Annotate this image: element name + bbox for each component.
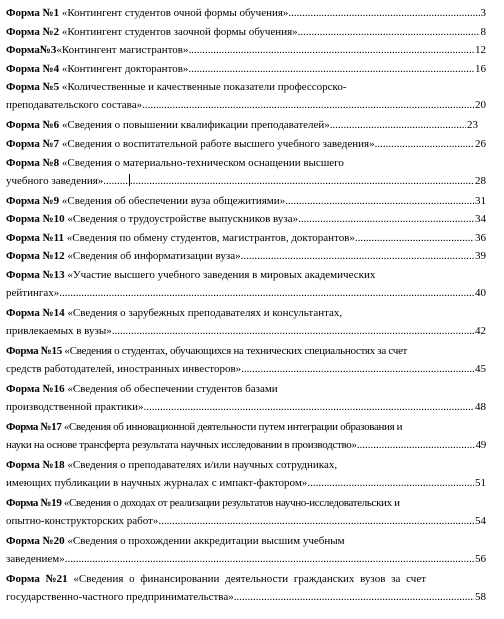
toc-leader <box>298 210 474 228</box>
toc-form-label: Форма №2 <box>6 25 60 38</box>
toc-form-label: Форма №8 <box>6 156 60 169</box>
toc-title: «Сведения о зарубежных преподавателях и консультантах, <box>67 306 343 319</box>
toc-page-number: 49 <box>475 438 486 451</box>
toc-page-number: 48 <box>475 400 486 413</box>
toc-page-number: 56 <box>475 552 486 565</box>
toc-entry[interactable] <box>6 380 486 418</box>
toc-form-label: Форма №19 <box>6 496 62 509</box>
toc-page-number: 45 <box>475 362 486 375</box>
toc-page-number: 42 <box>475 324 486 337</box>
toc-entry[interactable] <box>6 210 486 229</box>
toc-page-number: 23 <box>467 119 478 132</box>
toc-leader <box>241 247 474 265</box>
toc-title-cont: рейтингах» <box>6 286 60 299</box>
toc-entry[interactable] <box>6 456 486 494</box>
toc-form-label: Форма №5 <box>6 81 60 94</box>
toc-page-number: 16 <box>475 62 486 75</box>
toc-leader <box>330 116 466 134</box>
toc-title-cont: преподавательского состава» <box>6 99 143 112</box>
toc-title-cont: учебного заведения» <box>6 174 104 187</box>
toc-leader <box>298 23 480 41</box>
toc-entry[interactable] <box>6 4 486 23</box>
toc-page-number: 3 <box>480 7 486 19</box>
toc-page-number: 28 <box>475 174 486 187</box>
toc-leader <box>375 135 474 153</box>
toc-form-label: Форма №20 <box>6 534 65 547</box>
toc-entry[interactable] <box>6 192 486 211</box>
toc-leader <box>144 398 474 416</box>
toc-title: «Контингент студентов заочной формы обучения» <box>61 25 298 38</box>
toc-leader <box>130 172 474 190</box>
toc-title: «Контингент студентов очной формы обучения» <box>61 7 289 19</box>
toc-leader <box>357 436 475 454</box>
toc-form-label: Форма №18 <box>6 458 65 471</box>
toc-leader <box>285 192 474 210</box>
toc-leader <box>142 96 474 114</box>
toc-title: «Сведения об обеспечении вуза общежитиями» <box>61 194 286 207</box>
toc-entry[interactable] <box>6 304 486 342</box>
toc-entry[interactable] <box>6 23 486 42</box>
toc-page-number: 31 <box>475 194 486 207</box>
toc-entry[interactable]: Форма №8 «Сведения о материально-техническом оснащении высшего учебного заведения»......... ..... 28 <box>6 154 486 192</box>
toc-title-cont: средств работодателей, иностранных инвесторов» <box>6 362 242 375</box>
toc-title: «Сведения о материально-техническом оснащении высшего <box>61 156 344 169</box>
toc-leader <box>288 4 479 22</box>
toc-leader <box>65 550 474 568</box>
toc-form-label: Форма №16 <box>6 382 65 395</box>
toc-title: «Сведения о студентах, обучающихся на технических специальностях за счет <box>64 344 408 357</box>
toc-entry[interactable] <box>6 78 486 116</box>
toc-title: «Сведения о трудоустройстве выпускников вуза» <box>67 213 299 226</box>
toc-page-number: 39 <box>475 250 486 263</box>
toc-entry[interactable] <box>6 60 486 79</box>
toc-leader <box>112 322 474 340</box>
toc-title: «Сведения об инновационной деятельности путем интеграции образования и <box>63 420 403 433</box>
toc-form-label: Форма №7 <box>6 137 60 150</box>
toc-form-label: Форма №13 <box>6 268 65 281</box>
toc-title: «Сведения о финансировании деятельности гражданских вузов за счет <box>73 572 427 585</box>
toc-page-number: 8 <box>480 25 486 38</box>
toc-form-label: Форма №10 <box>6 213 65 226</box>
toc-form-label: Форма №11 <box>6 231 65 244</box>
toc-entry[interactable] <box>6 570 486 608</box>
toc-page-number: 34 <box>475 213 486 226</box>
toc-title: «Сведения о повышении квалификации преподавателей» <box>61 119 330 132</box>
toc-form-label: Форма №1 <box>6 7 60 19</box>
toc-entry[interactable] <box>6 41 486 60</box>
toc-entry[interactable] <box>6 494 486 532</box>
toc-title: «Сведения о воспитательной работе высшего учебного заведения» <box>61 137 375 150</box>
toc-entry[interactable] <box>6 418 486 456</box>
toc-leader <box>241 360 474 378</box>
toc-entry[interactable] <box>6 266 486 304</box>
table-of-contents <box>6 4 486 608</box>
toc-leader <box>188 60 474 78</box>
toc-title: «Сведения об информатизации вуза» <box>67 250 241 263</box>
toc-leader <box>355 229 474 247</box>
toc-form-label: Форма№3 <box>6 44 57 57</box>
toc-page-number: 26 <box>475 137 486 150</box>
toc-title-cont: заведением» <box>6 552 65 565</box>
toc-leader <box>188 41 474 59</box>
toc-entry[interactable] <box>6 135 486 154</box>
toc-title: «Сведения о прохождении аккредитации высшим учебным <box>67 534 345 547</box>
toc-title: «Контингент докторантов» <box>61 62 189 75</box>
toc-page-number: 20 <box>475 99 486 112</box>
toc-title: «Участие высшего учебного заведения в мировых академических <box>67 268 376 281</box>
toc-page-number: 51 <box>475 476 486 489</box>
toc-leader <box>59 284 474 302</box>
toc-title: «Сведения по обмену студентов, магистрантов, докторантов» <box>66 231 355 244</box>
toc-form-label: Форма №6 <box>6 119 60 132</box>
toc-page-number: 54 <box>475 514 486 527</box>
toc-entry[interactable] <box>6 116 486 135</box>
toc-title: «Сведения о доходах от реализации результатов научно-исследовательских и <box>63 496 400 509</box>
toc-entry[interactable] <box>6 247 486 266</box>
toc-entry[interactable] <box>6 532 486 570</box>
toc-title: «Сведения об обеспечении студентов базами <box>67 382 278 395</box>
toc-form-label: Форма №9 <box>6 194 60 207</box>
toc-title-cont: производственной практики» <box>6 400 144 413</box>
toc-leader <box>307 474 474 492</box>
toc-entry[interactable] <box>6 229 486 248</box>
toc-title-cont: привлекаемых в вузы» <box>6 324 112 337</box>
toc-form-label: Форма №21 <box>6 572 68 585</box>
toc-page-number: 12 <box>475 44 486 57</box>
toc-entry[interactable] <box>6 342 486 380</box>
toc-title-cont: государственно-частного предпринимательства» <box>6 590 234 603</box>
toc-page-number: 58 <box>475 590 486 603</box>
toc-form-label: Форма №14 <box>6 306 65 319</box>
toc-page-number: 36 <box>475 231 486 244</box>
toc-form-label: Форма №12 <box>6 250 65 263</box>
toc-form-label: Форма №17 <box>6 420 62 433</box>
toc-leader <box>158 512 474 530</box>
toc-title-cont: имеющих публикации в научных журналах с импакт-фактором» <box>6 476 308 489</box>
toc-title: «Сведения о преподавателях и/или научных сотрудниках, <box>67 458 338 471</box>
toc-title: «Контингент магистрантов» <box>56 44 189 57</box>
toc-title-cont: науки на основе трансферта результата научных исследовании в производство» <box>6 438 357 451</box>
toc-form-label: Форма №4 <box>6 62 60 75</box>
toc-title: «Количественные и качественные показатели профессорско- <box>61 81 347 94</box>
toc-form-label: Форма №15 <box>6 344 62 357</box>
toc-leader <box>234 588 474 606</box>
toc-page-number: 40 <box>475 286 486 299</box>
toc-title-cont: опытно-конструкторских работ» <box>6 514 159 527</box>
